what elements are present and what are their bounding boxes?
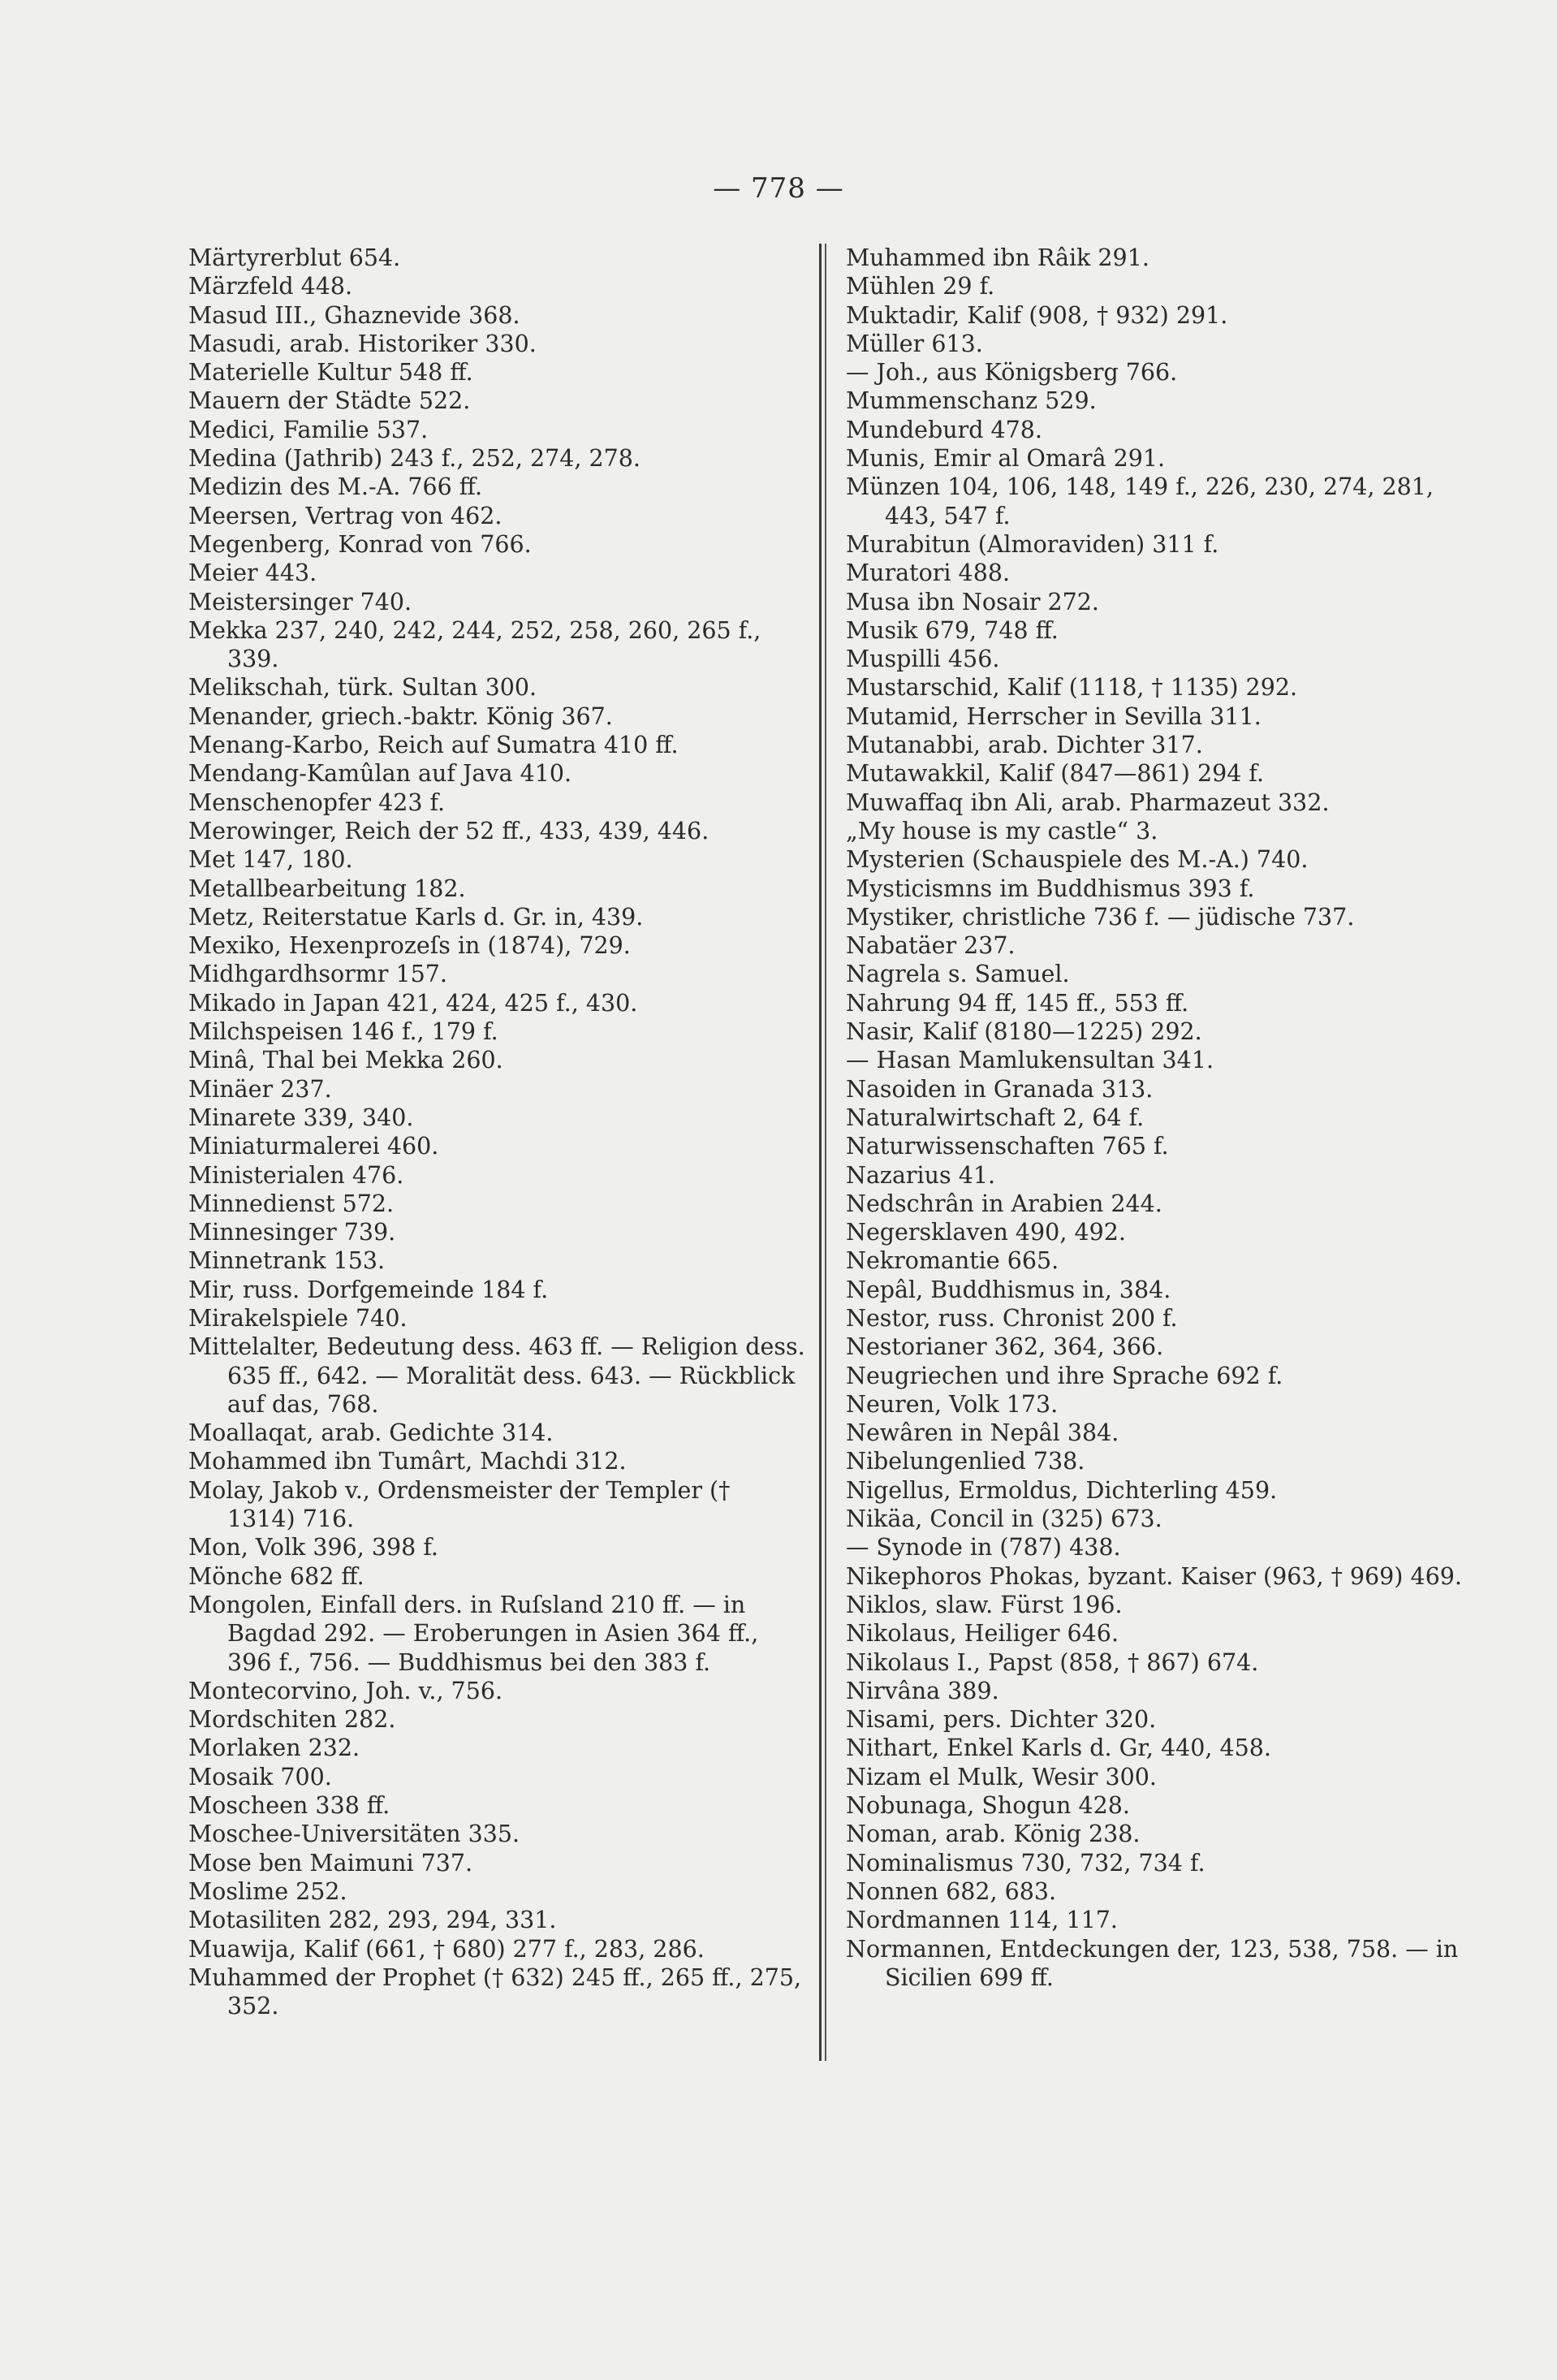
index-entry: Mustarschid, Kalif (1118, † 1135) 292. (846, 674, 1298, 702)
index-entry: Nikephoros Phokas, byzant. Kaiser (963, † 969) 469. (846, 1562, 1462, 1590)
index-entry: Ministerialen 476. (188, 1161, 404, 1189)
index-entry: Meistersinger 740. (188, 588, 412, 616)
index-entry: „My house is my castle“ 3. (846, 817, 1158, 844)
index-entry: Melikschah, türk. Sultan 300. (188, 674, 537, 702)
index-entry: Masud III., Ghaznevide 368. (188, 301, 520, 329)
index-entry: Muwaffaq ibn Ali, arab. Pharmazeut 332. (846, 788, 1330, 816)
index-entry: Mekka 237, 240, 242, 244, 252, 258, 260, 265 f., 339. (188, 616, 769, 673)
index-entry: Naturalwirtschaft 2, 64 f. (846, 1104, 1145, 1131)
index-entry: Märtyrerblut 654. (188, 244, 401, 271)
index-entry: — Joh., aus Königsberg 766. (846, 359, 1178, 387)
index-entry: Moscheen 338 ff. (188, 1792, 390, 1820)
index-entry: Mosaik 700. (188, 1763, 332, 1790)
index-entry: Nirvâna 389. (846, 1677, 999, 1704)
index-entry: Molay, Jakob v., Ordensmeister der Templer († 1314) 716. (188, 1476, 738, 1533)
index-entry: Nikäa, Concil in (325) 673. (846, 1505, 1162, 1533)
index-entry: Mittelalter, Bedeutung dess. 463 ff. — Religion dess. 635 ff., 642. — Moralität dess. 643. — Rückblick auf das, 768. (188, 1333, 813, 1418)
index-entry: Mystiker, christliche 736 f. — jüdische 737. (846, 903, 1355, 931)
index-column-right (846, 244, 1464, 1992)
index-entry: Mönche 682 ff. (188, 1562, 364, 1590)
index-entry: Mordschiten 282. (188, 1706, 396, 1734)
index-entry: Moschee-Universitäten 335. (188, 1821, 520, 1848)
index-entry: Materielle Kultur 548 ff. (188, 359, 473, 387)
index-entry: Moslime 252. (188, 1877, 347, 1905)
index-entry: Meersen, Vertrag von 462. (188, 502, 502, 529)
index-entry: Mose ben Maimuni 737. (188, 1849, 473, 1877)
index-entry: Minarete 339, 340. (188, 1104, 414, 1131)
index-entry: Mirakelspiele 740. (188, 1304, 408, 1332)
index-entry: Neuren, Volk 173. (846, 1390, 1059, 1418)
index-entry: Mendang-Kamûlan auf Java 410. (188, 760, 572, 788)
index-entry: Naturwissenschaften 765 f. (846, 1133, 1169, 1160)
index-entry: Nisami, pers. Dichter 320. (846, 1706, 1157, 1734)
index-entry: Muawija, Kalif (661, † 680) 277 f., 283, 286. (188, 1935, 705, 1963)
index-entry: Morlaken 232. (188, 1734, 360, 1762)
index-entry: Normannen, Entdeckungen der, 123, 538, 758. — in Sicilien 699 ff. (846, 1935, 1466, 1991)
index-entry: Neugriechen und ihre Sprache 692 f. (846, 1362, 1283, 1389)
index-entry: Nasoiden in Granada 313. (846, 1075, 1154, 1103)
index-entry: Mutanabbi, arab. Dichter 317. (846, 732, 1203, 759)
index-entry: Nahrung 94 ff, 145 ff., 553 ff. (846, 989, 1189, 1017)
index-entry: Metz, Reiterstatue Karls d. Gr. in, 439. (188, 903, 644, 931)
index-entry: Nestorianer 362, 364, 366. (846, 1333, 1164, 1361)
index-entry: Minäer 237. (188, 1075, 332, 1103)
index-entry: Mikado in Japan 421, 424, 425 f., 430. (188, 989, 638, 1017)
index-entry: Minnedienst 572. (188, 1190, 395, 1217)
index-entry: Niklos, slaw. Fürst 196. (846, 1591, 1123, 1618)
index-entry: — Synode in (787) 438. (846, 1534, 1121, 1561)
index-entry: Muspilli 456. (846, 646, 1000, 673)
index-entry: Menschenopfer 423 f. (188, 788, 446, 816)
index-entry: Megenberg, Konrad von 766. (188, 530, 532, 558)
index-entry: Noman, arab. König 238. (846, 1821, 1141, 1848)
index-entry: Nabatäer 237. (846, 932, 1016, 960)
index-entry: Nikolaus, Heiliger 646. (846, 1620, 1119, 1648)
index-entry: Nordmannen 114, 117. (846, 1907, 1118, 1934)
index-entry: Nithart, Enkel Karls d. Gr, 440, 458. (846, 1734, 1271, 1762)
page-number: — 778 — (713, 172, 844, 205)
index-column-left (188, 244, 813, 2020)
index-entry: Mir, russ. Dorfgemeinde 184 f. (188, 1276, 549, 1303)
index-entry: Mon, Volk 396, 398 f. (188, 1534, 438, 1561)
index-entry: Nagrela s. Samuel. (846, 961, 1070, 988)
index-entry: Medizin des M.-A. 766 ff. (188, 473, 483, 501)
index-entry: Nedschrân in Arabien 244. (846, 1190, 1162, 1217)
index-entry: Metallbearbeitung 182. (188, 875, 466, 902)
index-entry: Medici, Familie 537. (188, 416, 429, 443)
index-entry: Newâren in Nepâl 384. (846, 1419, 1119, 1447)
index-entry: Midhgardhsormr 157. (188, 961, 447, 988)
index-entry: Nestor, russ. Chronist 200 f. (846, 1304, 1178, 1332)
index-entry: Nepâl, Buddhismus in, 384. (846, 1276, 1171, 1303)
index-entry: Negersklaven 490, 492. (846, 1219, 1126, 1246)
index-entry: Mexiko, Hexenprozeſs in (1874), 729. (188, 932, 631, 960)
index-entry: Mysterien (Schauspiele des M.-A.) 740. (846, 846, 1309, 874)
index-entry: Milchspeisen 146 f., 179 f. (188, 1018, 498, 1046)
index-entry: Nonnen 682, 683. (846, 1877, 1057, 1905)
index-entry: Mohammed ibn Tumârt, Machdi 312. (188, 1448, 627, 1475)
index-entry: Nibelungenlied 738. (846, 1448, 1085, 1475)
index-entry: Nigellus, Ermoldus, Dichterling 459. (846, 1476, 1278, 1504)
index-entry: Merowinger, Reich der 52 ff., 433, 439, 446. (188, 817, 709, 844)
index-entry: Moallaqat, arab. Gedichte 314. (188, 1419, 554, 1447)
index-entry: Murabitun (Almoraviden) 311 f. (846, 530, 1219, 558)
index-entry: Mongolen, Einfall ders. in Ruſsland 210 ff. — in Bagdad 292. — Eroberungen in Asien 364 ff., 396 f., 756. — Buddhismus bei den 383 f. (188, 1591, 766, 1676)
index-entry: Muhammed der Prophet († 632) 245 ff., 265 ff., 275, 352. (188, 1963, 809, 2020)
index-entry: Musik 679, 748 ff. (846, 616, 1059, 644)
index-entry: Nikolaus I., Papst (858, † 867) 674. (846, 1648, 1259, 1676)
index-entry: Minnetrank 153. (188, 1247, 386, 1275)
column-divider-secondary (825, 244, 826, 2061)
column-divider (819, 244, 822, 2061)
index-entry: Nizam el Mulk, Wesir 300. (846, 1763, 1157, 1790)
index-entry: Meier 443. (188, 559, 317, 587)
index-entry: Muktadir, Kalif (908, † 932) 291. (846, 301, 1228, 329)
index-entry: Miniaturmalerei 460. (188, 1133, 439, 1160)
index-entry: Minnesinger 739. (188, 1219, 396, 1246)
index-entry: Mühlen 29 f. (846, 273, 995, 300)
index-entry: Müller 613. (846, 330, 983, 357)
index-entry: Musa ibn Nosair 272. (846, 588, 1099, 616)
index-entry: Mutawakkil, Kalif (847—861) 294 f. (846, 760, 1265, 788)
index-entry: Nominalismus 730, 732, 734 f. (846, 1849, 1205, 1877)
index-entry: Nazarius 41. (846, 1161, 996, 1189)
index-entry: Mauern der Städte 522. (188, 387, 471, 415)
index-entry: Minâ, Thal bei Mekka 260. (188, 1047, 503, 1074)
index-entry: Muratori 488. (846, 559, 1011, 587)
index-entry: Muhammed ibn Râik 291. (846, 244, 1149, 271)
index-entry: Nobunaga, Shogun 428. (846, 1792, 1130, 1820)
index-entry: Mutamid, Herrscher in Sevilla 311. (846, 702, 1262, 730)
index-entry: Menander, griech.-baktr. König 367. (188, 702, 613, 730)
index-entry: — Hasan Mamlukensultan 341. (846, 1047, 1214, 1074)
index-entry: Montecorvino, Joh. v., 756. (188, 1677, 503, 1704)
index-entry: Munis, Emir al Omarâ 291. (846, 445, 1166, 473)
index-entry: Motasiliten 282, 293, 294, 331. (188, 1907, 557, 1934)
index-entry: Märzfeld 448. (188, 273, 353, 300)
index-entry: Menang-Karbo, Reich auf Sumatra 410 ff. (188, 732, 679, 759)
index-entry: Masudi, arab. Historiker 330. (188, 330, 537, 357)
index-entry: Mundeburd 478. (846, 416, 1042, 443)
index-entry: Münzen 104, 106, 148, 149 f., 226, 230, 274, 281, 443, 547 f. (846, 473, 1441, 529)
index-entry: Met 147, 180. (188, 846, 353, 874)
index-entry: Mysticismns im Buddhismus 393 f. (846, 875, 1255, 902)
index-entry: Mummenschanz 529. (846, 387, 1097, 415)
index-entry: Nasir, Kalif (8180—1225) 292. (846, 1018, 1202, 1046)
index-entry: Medina (Jathrib) 243 f., 252, 274, 278. (188, 445, 640, 473)
index-entry: Nekromantie 665. (846, 1247, 1059, 1275)
